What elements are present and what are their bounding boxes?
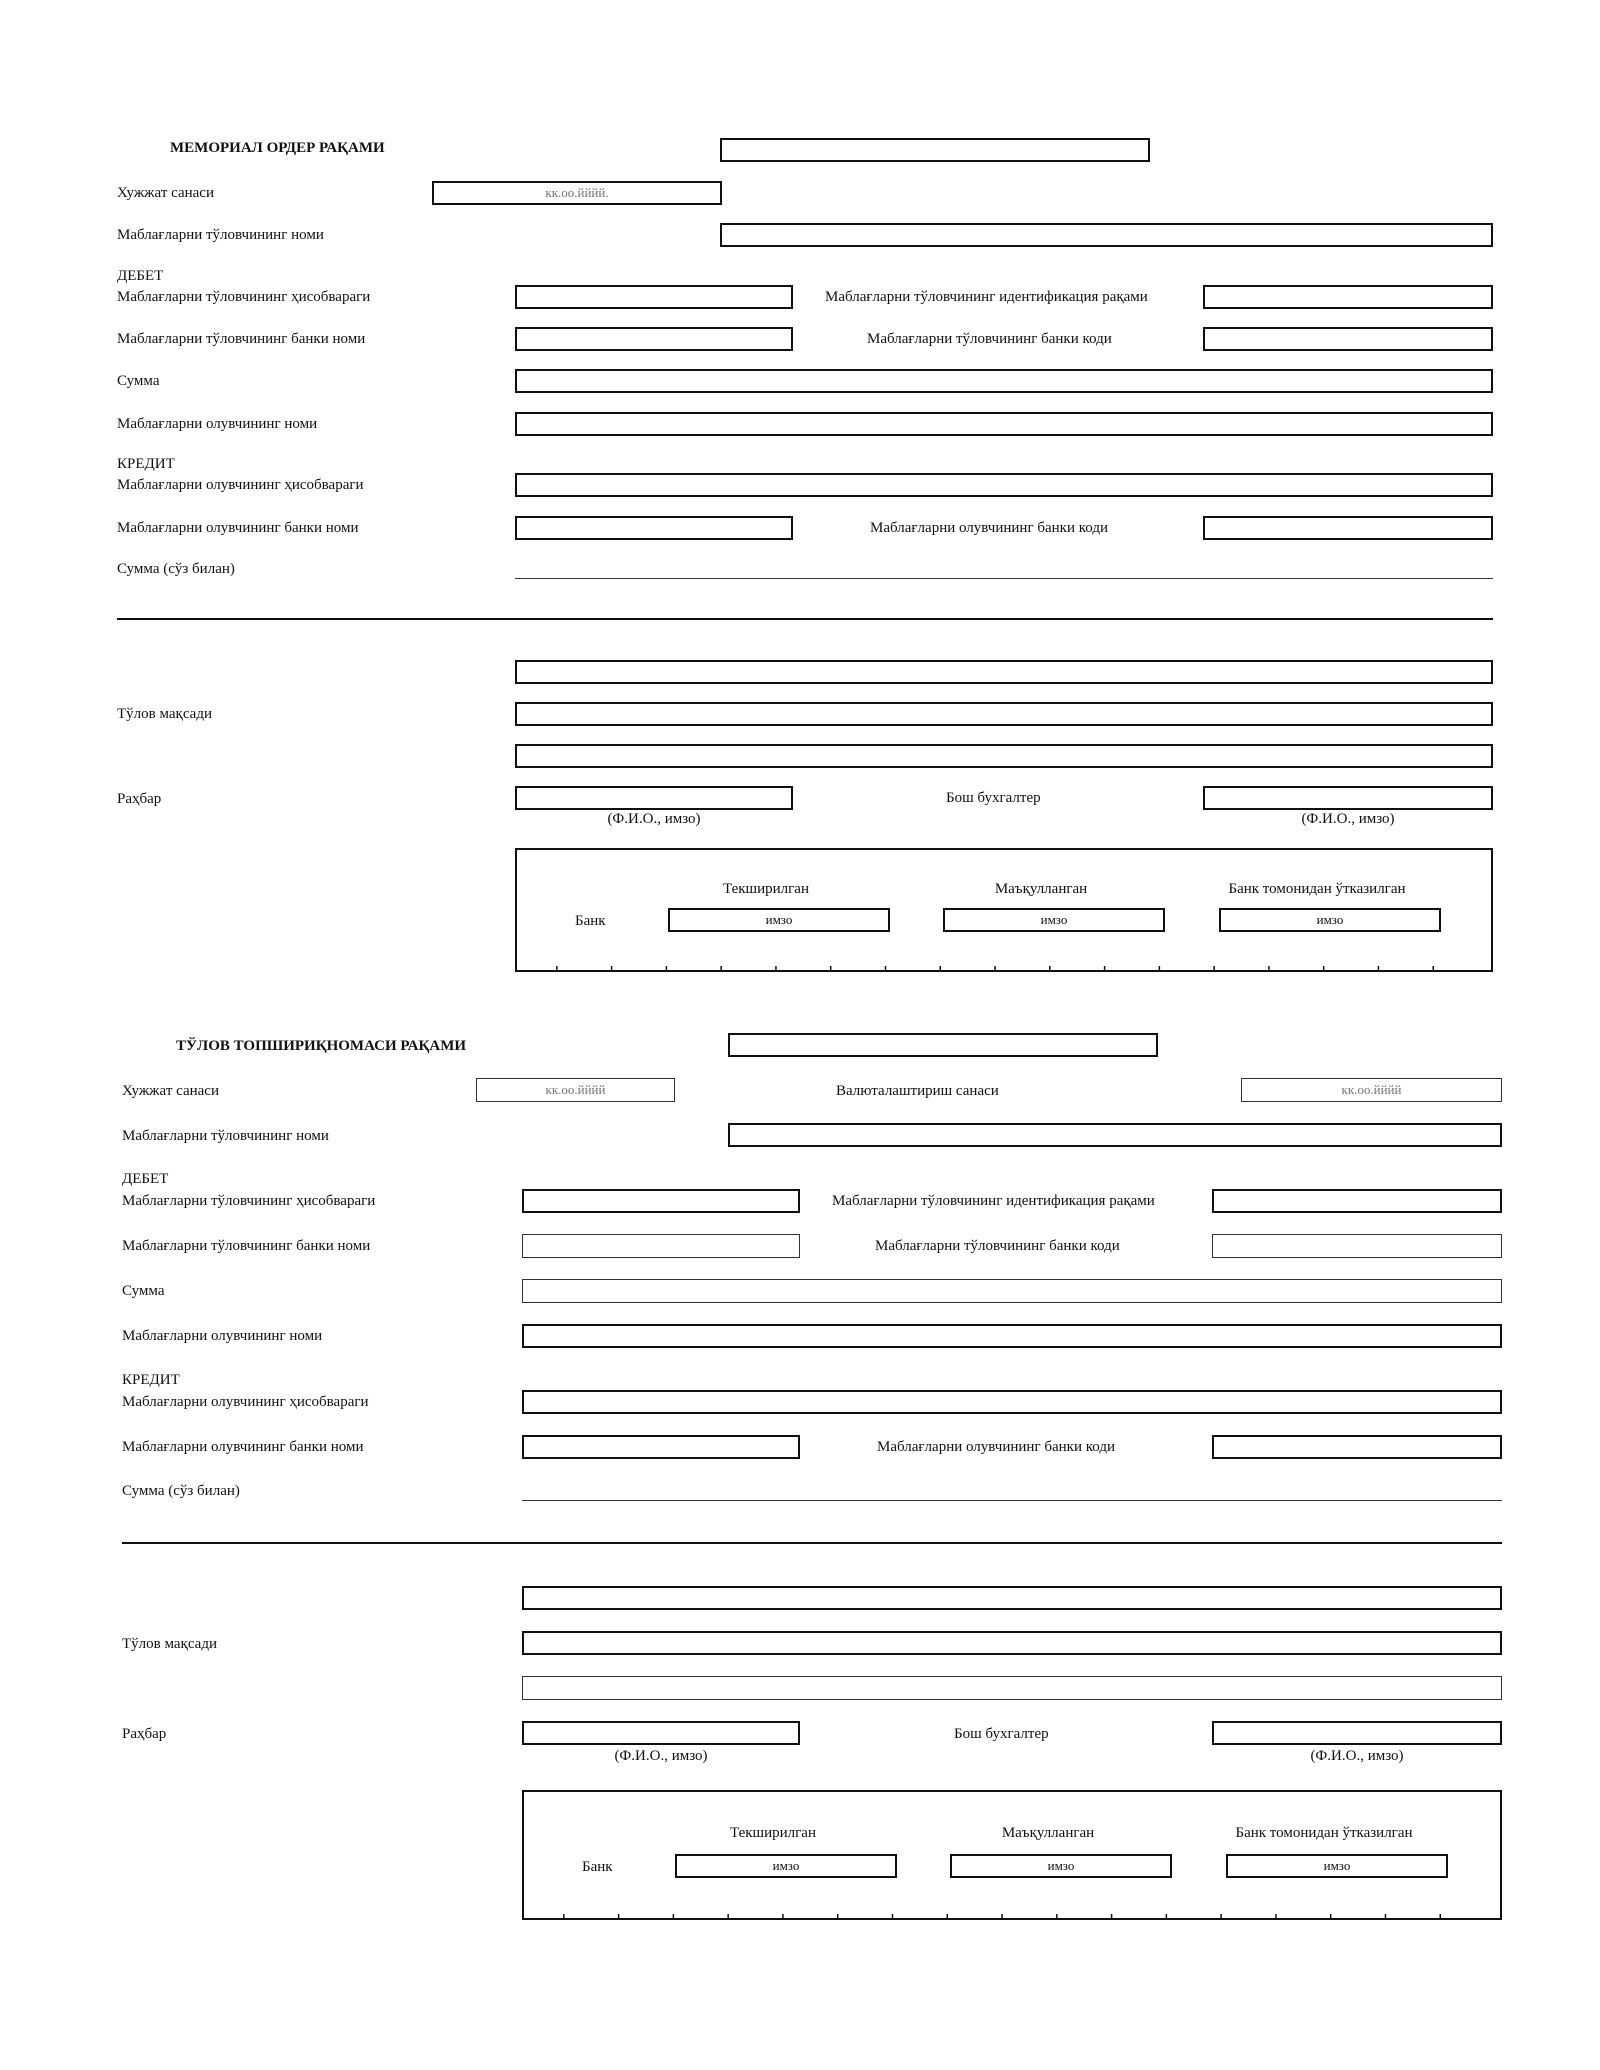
form1-payer-bank-name-field[interactable]	[515, 327, 793, 351]
form1-recipient-name-label: Маблағларни олувчининг номи	[117, 416, 318, 432]
form2-doc-date-field[interactable]	[476, 1078, 675, 1102]
form2-recipient-bank-code-label: Маблағларни олувчининг банки коди	[877, 1439, 1115, 1455]
form2-order-number-field[interactable]	[728, 1033, 1158, 1057]
form2-fio-sign-right: (Ф.И.О., имзо)	[1310, 1748, 1404, 1764]
form2-recipient-account-field[interactable]	[522, 1390, 1502, 1414]
form1-payer-name-field[interactable]	[720, 223, 1493, 247]
form2-amount-field[interactable]	[522, 1279, 1502, 1303]
form2-payer-account-label: Маблағларни тўловчининг ҳисобвараги	[122, 1193, 376, 1209]
form1-recipient-account-label: Маблағларни олувчининг ҳисобвараги	[117, 477, 364, 493]
form1-transferred-sign-box[interactable]: имзо	[1219, 908, 1441, 932]
form1-recipient-name-field[interactable]	[515, 412, 1493, 436]
form1-bank-label: Банк	[575, 913, 606, 929]
form2-payer-id-label: Маблағларни тўловчининг идентификация рақами	[832, 1193, 1155, 1209]
form1-amount-words-label: Сумма (сўз билан)	[117, 561, 235, 577]
form1-amount-label: Сумма	[117, 373, 160, 389]
form2-recipient-bank-name-field[interactable]	[522, 1435, 800, 1459]
form2-chief-accountant-label: Бош бухгалтер	[954, 1726, 1049, 1742]
form1-payer-bank-code-field[interactable]	[1203, 327, 1493, 351]
form1-doc-date-field[interactable]	[432, 181, 722, 205]
form2-doc-date-label: Хужжат санаси	[122, 1083, 219, 1099]
form1-purpose-field-3[interactable]	[515, 744, 1493, 768]
form1-amount-field[interactable]	[515, 369, 1493, 393]
form1-payer-id-field[interactable]	[1203, 285, 1493, 309]
form2-head-sign-field[interactable]	[522, 1721, 800, 1745]
form1-payer-id-label: Маблағларни тўловчининг идентификация рақами	[825, 289, 1148, 305]
form1-amount-words-line[interactable]	[515, 578, 1493, 579]
form2-payer-bank-code-label: Маблағларни тўловчининг банки коди	[875, 1238, 1120, 1254]
form2-currency-date-label: Валюталаштириш санаси	[836, 1083, 999, 1099]
form2-approved-label: Маъқулланган	[1001, 1825, 1095, 1841]
form1-approved-label: Маъқулланган	[994, 881, 1088, 897]
form1-recipient-bank-code-label: Маблағларни олувчининг банки коди	[870, 520, 1108, 536]
form2-bank-panel	[522, 1790, 1502, 1920]
form2-separator-line	[122, 1542, 1502, 1544]
form2-purpose-label: Тўлов мақсади	[122, 1636, 217, 1652]
form1-recipient-bank-name-field[interactable]	[515, 516, 793, 540]
form2-payer-name-label: Маблағларни тўловчининг номи	[122, 1128, 329, 1144]
form2-recipient-name-field[interactable]	[522, 1324, 1502, 1348]
form2-payer-bank-name-field[interactable]	[522, 1234, 800, 1258]
form1-transferred-label: Банк томонидан ўтказилган	[1228, 881, 1406, 897]
form2-amount-label: Сумма	[122, 1283, 165, 1299]
form1-order-number-field[interactable]	[720, 138, 1150, 162]
form1-purpose-field-1[interactable]	[515, 660, 1493, 684]
form2-approved-sign-box[interactable]: имзо	[950, 1854, 1172, 1878]
form2-payer-id-field[interactable]	[1212, 1189, 1502, 1213]
form1-chief-accountant-sign-field[interactable]	[1203, 786, 1493, 810]
form1-doc-date-label: Хужжат санаси	[117, 185, 214, 201]
form1-payer-account-field[interactable]	[515, 285, 793, 309]
form2-currency-date-field[interactable]	[1241, 1078, 1502, 1102]
form1-debit-label: ДЕБЕТ	[117, 268, 164, 284]
form2-credit-label: КРЕДИТ	[122, 1372, 180, 1388]
form2-chief-accountant-sign-field[interactable]	[1212, 1721, 1502, 1745]
form2-debit-label: ДЕБЕТ	[122, 1171, 169, 1187]
form2-purpose-field-2[interactable]	[522, 1631, 1502, 1655]
form1-recipient-bank-name-label: Маблағларни олувчининг банки номи	[117, 520, 359, 536]
form2-amount-words-label: Сумма (сўз билан)	[122, 1483, 240, 1499]
form1-purpose-label: Тўлов мақсади	[117, 706, 212, 722]
form1-checked-sign-box[interactable]: имзо	[668, 908, 890, 932]
form1-purpose-field-2[interactable]	[515, 702, 1493, 726]
form2-payer-bank-name-label: Маблағларни тўловчининг банки номи	[122, 1238, 371, 1254]
form2-recipient-account-label: Маблағларни олувчининг ҳисобвараги	[122, 1394, 369, 1410]
form1-checked-label: Текширилган	[723, 881, 809, 897]
form1-fio-sign-right: (Ф.И.О., имзо)	[1301, 811, 1395, 827]
form2-purpose-field-1[interactable]	[522, 1586, 1502, 1610]
form1-separator-line	[117, 618, 1493, 620]
form2-title: ТЎЛОВ ТОПШИРИҚНОМАСИ РАҚАМИ	[176, 1038, 467, 1054]
form1-payer-bank-code-label: Маблағларни тўловчининг банки коди	[867, 331, 1112, 347]
form2-purpose-field-3[interactable]	[522, 1676, 1502, 1700]
form2-payer-bank-code-field[interactable]	[1212, 1234, 1502, 1258]
form2-fio-sign-left: (Ф.И.О., имзо)	[614, 1748, 708, 1764]
form2-checked-label: Текширилган	[730, 1825, 816, 1841]
form2-recipient-bank-code-field[interactable]	[1212, 1435, 1502, 1459]
form2-recipient-bank-name-label: Маблағларни олувчининг банки номи	[122, 1439, 364, 1455]
form2-recipient-name-label: Маблағларни олувчининг номи	[122, 1328, 323, 1344]
form1-bank-panel	[515, 848, 1493, 972]
form1-credit-label: КРЕДИТ	[117, 456, 175, 472]
form1-head-label: Раҳбар	[117, 791, 162, 807]
form2-transferred-sign-box[interactable]: имзо	[1226, 1854, 1448, 1878]
form1-payer-name-label: Маблағларни тўловчининг номи	[117, 227, 324, 243]
form2-payer-account-field[interactable]	[522, 1189, 800, 1213]
form2-payer-name-field[interactable]	[728, 1123, 1502, 1147]
form1-payer-bank-name-label: Маблағларни тўловчининг банки номи	[117, 331, 366, 347]
form2-bank-label: Банк	[582, 1859, 613, 1875]
form1-title: МЕМОРИАЛ ОРДЕР РАҚАМИ	[170, 140, 385, 156]
form1-payer-account-label: Маблағларни тўловчининг ҳисобвараги	[117, 289, 371, 305]
form2-panel-ticks	[524, 1914, 1500, 1920]
form2-transferred-label: Банк томонидан ўтказилган	[1235, 1825, 1413, 1841]
form1-panel-ticks	[517, 966, 1491, 972]
form1-fio-sign-left: (Ф.И.О., имзо)	[607, 811, 701, 827]
form1-head-sign-field[interactable]	[515, 786, 793, 810]
form2-checked-sign-box[interactable]: имзо	[675, 1854, 897, 1878]
form1-chief-accountant-label: Бош бухгалтер	[946, 790, 1041, 806]
form1-recipient-account-field[interactable]	[515, 473, 1493, 497]
form2-head-label: Раҳбар	[122, 1726, 167, 1742]
form1-recipient-bank-code-field[interactable]	[1203, 516, 1493, 540]
form1-approved-sign-box[interactable]: имзо	[943, 908, 1165, 932]
form2-amount-words-line[interactable]	[522, 1500, 1502, 1501]
